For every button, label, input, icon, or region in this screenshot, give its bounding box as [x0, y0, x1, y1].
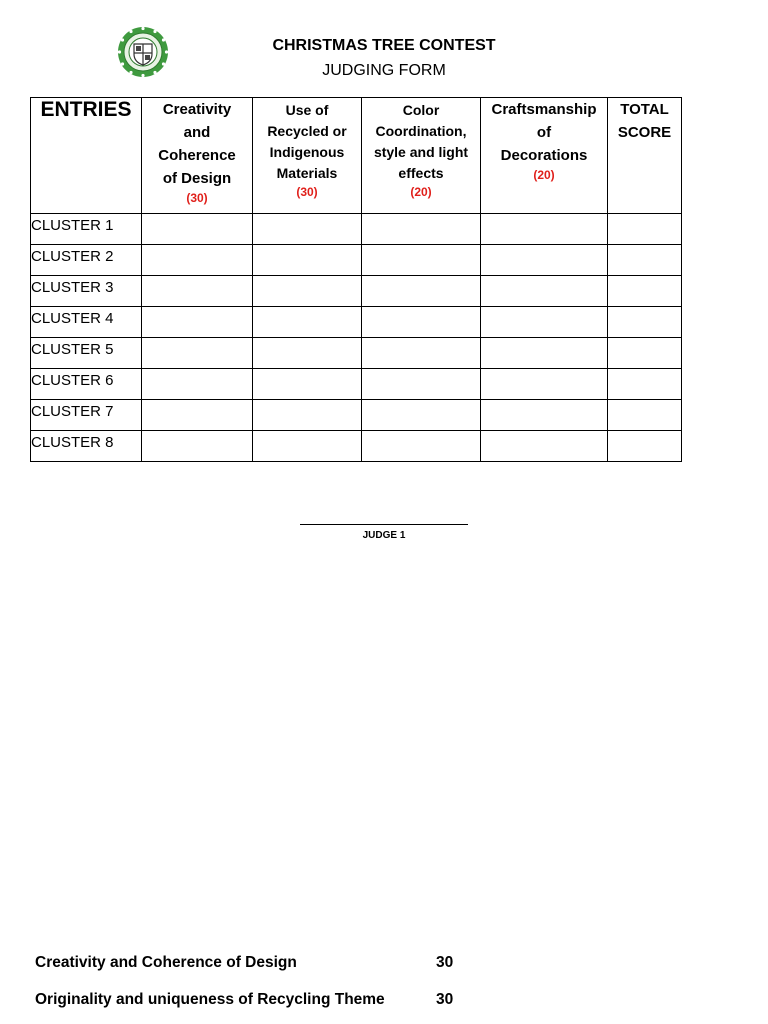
- criteria-name: Creativity and Coherence of Design: [35, 954, 297, 971]
- row-label: CLUSTER 5: [31, 338, 142, 369]
- score-cell[interactable]: [253, 338, 362, 369]
- points-badge: (20): [410, 185, 432, 199]
- total-cell[interactable]: [608, 431, 682, 462]
- score-cell[interactable]: [362, 400, 481, 431]
- form-subtitle: JUDGING FORM: [322, 62, 446, 79]
- column-header-total-score: TOTAL SCORE: [608, 98, 682, 214]
- total-cell[interactable]: [608, 369, 682, 400]
- score-cell[interactable]: [253, 400, 362, 431]
- score-cell[interactable]: [142, 431, 253, 462]
- score-cell[interactable]: [481, 307, 608, 338]
- criteria-points: 30: [436, 954, 454, 971]
- total-cell[interactable]: [608, 400, 682, 431]
- score-cell[interactable]: [142, 338, 253, 369]
- points-badge: (30): [296, 185, 318, 199]
- score-cell[interactable]: [142, 369, 253, 400]
- row-label: CLUSTER 2: [31, 245, 142, 276]
- score-cell[interactable]: [362, 307, 481, 338]
- points-badge: (30): [186, 191, 208, 205]
- score-cell[interactable]: [362, 245, 481, 276]
- score-cell[interactable]: [142, 214, 253, 245]
- row-label: CLUSTER 4: [31, 307, 142, 338]
- column-header-recycled-materials: Use of Recycled or Indigenous Materials (30): [253, 98, 362, 214]
- score-cell[interactable]: [253, 307, 362, 338]
- total-cell[interactable]: [608, 276, 682, 307]
- score-cell[interactable]: [481, 369, 608, 400]
- signature-label: JUDGE 1: [362, 530, 406, 541]
- points-badge: (20): [533, 168, 555, 182]
- table-row: [31, 245, 682, 276]
- score-cell[interactable]: [362, 338, 481, 369]
- column-header-color-coordination: Color Coordination, style and light effects (20): [362, 98, 481, 214]
- row-label: CLUSTER 3: [31, 276, 142, 307]
- total-cell[interactable]: [608, 338, 682, 369]
- row-label: CLUSTER 7: [31, 400, 142, 431]
- score-cell[interactable]: [362, 431, 481, 462]
- judging-table: [30, 97, 682, 462]
- score-cell[interactable]: [481, 400, 608, 431]
- score-cell[interactable]: [253, 369, 362, 400]
- table-row: [31, 369, 682, 400]
- score-cell[interactable]: [362, 214, 481, 245]
- table-header-row: [31, 98, 682, 214]
- score-cell[interactable]: [142, 276, 253, 307]
- score-cell[interactable]: [142, 307, 253, 338]
- score-cell[interactable]: [253, 245, 362, 276]
- total-cell[interactable]: [608, 307, 682, 338]
- score-cell[interactable]: [481, 338, 608, 369]
- score-cell[interactable]: [481, 276, 608, 307]
- column-header-creativity: Creativity and Coherence of Design (30): [142, 98, 253, 214]
- total-cell[interactable]: [608, 245, 682, 276]
- row-label: CLUSTER 1: [31, 214, 142, 245]
- school-seal-logo: [117, 26, 169, 78]
- score-cell[interactable]: [142, 245, 253, 276]
- column-header-craftsmanship: Craftsmanship of Decorations (20): [481, 98, 608, 214]
- score-cell[interactable]: [253, 431, 362, 462]
- criteria-name: Originality and uniqueness of Recycling Theme: [35, 991, 385, 1008]
- score-cell[interactable]: [362, 276, 481, 307]
- score-cell[interactable]: [481, 214, 608, 245]
- table-row: [31, 214, 682, 245]
- score-cell[interactable]: [253, 214, 362, 245]
- total-cell[interactable]: [608, 214, 682, 245]
- score-cell[interactable]: [481, 245, 608, 276]
- signature-line: [300, 524, 468, 525]
- table-row: [31, 276, 682, 307]
- score-cell[interactable]: [253, 276, 362, 307]
- table-row: [31, 400, 682, 431]
- criteria-points: 30: [436, 991, 454, 1008]
- entries-header: ENTRIES: [31, 98, 142, 214]
- form-title: CHRISTMAS TREE CONTEST: [272, 37, 496, 54]
- row-label: CLUSTER 8: [31, 431, 142, 462]
- table-row: [31, 307, 682, 338]
- table-row: [31, 338, 682, 369]
- score-cell[interactable]: [481, 431, 608, 462]
- score-cell[interactable]: [362, 369, 481, 400]
- table-row: [31, 431, 682, 462]
- row-label: CLUSTER 6: [31, 369, 142, 400]
- score-cell[interactable]: [142, 400, 253, 431]
